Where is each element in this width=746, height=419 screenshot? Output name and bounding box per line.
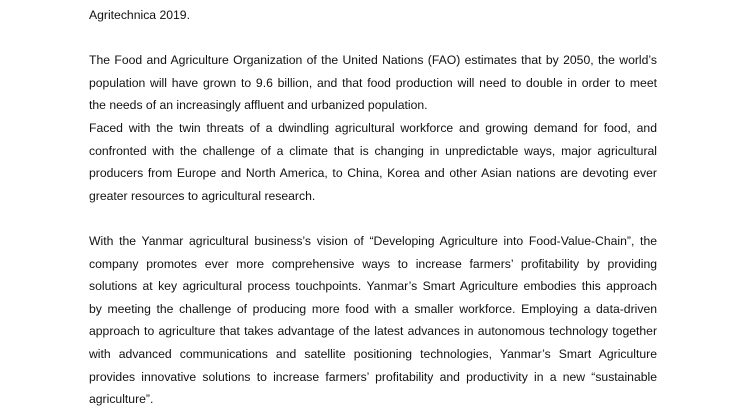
intro-line: Agritechnica 2019. — [89, 8, 190, 22]
paragraph-line: the needs of an increasingly affluent and urbanized population. — [89, 98, 428, 113]
paragraph-yanmar-vision — [89, 230, 657, 411]
paragraph-line: approach to agriculture that takes advantage of the latest advances in autonomous technology together — [89, 324, 657, 339]
paragraph-line: solutions at key agricultural process touchpoints. Yanmar’s Smart Agriculture embodies this approach — [89, 279, 657, 294]
paragraph-line: provides innovative solutions to increase farmers’ profitability and productivity in a new “sustainable — [89, 369, 657, 384]
paragraph-line: company promotes ever more comprehensive ways to increase farmers’ profitability by providing — [89, 256, 657, 271]
paragraph-line: The Food and Agriculture Organization of the United Nations (FAO) estimates that by 2050, the world’s — [89, 53, 657, 67]
paragraph-line: with advanced communications and satellite positioning technologies, Yanmar’s Smart Agriculture — [89, 346, 657, 361]
intro-text — [89, 4, 657, 27]
paragraph-line: population will have grown to 9.6 billion, and that food production will need to double in order to meet — [89, 75, 657, 90]
paragraph-line: agriculture”. — [89, 392, 154, 407]
paragraph-line: confronted with the challenge of a climate that is changing in unpredictable ways, major agricultural — [89, 143, 657, 158]
paragraph-line: greater resources to agricultural research. — [89, 188, 316, 203]
paragraph-fao-estimate — [89, 49, 657, 117]
paragraph-line: With the Yanmar agricultural business’s vision of “Developing Agriculture into Food-Value-Chain”, the — [89, 234, 657, 248]
paragraph-twin-threats — [89, 117, 657, 207]
paragraph-line: by meeting the challenge of producing more food with a smaller workforce. Employing a data-driven — [89, 301, 657, 316]
paragraph-line: Faced with the twin threats of a dwindling agricultural workforce and growing demand for food, and — [89, 121, 657, 135]
paragraph-line: producers from Europe and North America, to China, Korea and other Asian nations are devoting ever — [89, 166, 657, 181]
